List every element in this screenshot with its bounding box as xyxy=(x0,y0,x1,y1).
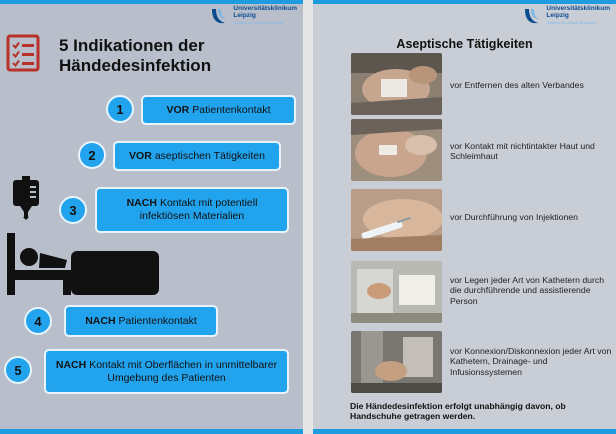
bottom-bar xyxy=(313,429,616,434)
iv-bag-icon xyxy=(11,176,41,220)
logo-mark-icon xyxy=(522,6,542,26)
title-line2: Händedesinfektion xyxy=(59,55,212,75)
indication-number-1: 1 xyxy=(106,95,134,123)
aseptic-task-3: vor Durchführung von Injektionen xyxy=(450,212,578,222)
indication-1-keyword: VOR xyxy=(166,103,190,116)
university-logo xyxy=(522,6,610,32)
aseptic-task-4: vor Legen jeder Art von Kathetern durch die durchführende und assistierende Person xyxy=(450,275,605,306)
logo-tagline: Medizin ist unsere Berufung. xyxy=(546,19,598,25)
indication-2-text: aseptischen Tätigkeiten xyxy=(154,149,265,162)
indication-number-2: 2 xyxy=(78,141,106,169)
indication-number-3: 3 xyxy=(59,196,87,224)
catheter-connection-photo xyxy=(351,331,442,393)
indication-2 xyxy=(113,141,281,171)
checklist-icon xyxy=(6,34,40,72)
indication-5 xyxy=(44,349,289,394)
top-bar xyxy=(313,0,616,4)
slide-title xyxy=(59,36,299,75)
indication-number-5: 5 xyxy=(4,356,32,384)
logo-mark-icon xyxy=(209,6,229,26)
title-line1: 5 Indikationen der xyxy=(59,36,205,55)
indication-2-keyword: VOR xyxy=(129,149,152,162)
catheter-placement-photo xyxy=(351,261,442,323)
slide-title: Aseptische Tätigkeiten xyxy=(396,37,533,51)
footnote: Die Händedesinfektion erfolgt unabhängig davon, ob Handschuhe getragen werden. xyxy=(350,401,566,421)
indication-1-text: Patientenkontakt xyxy=(192,103,271,116)
slide-indications xyxy=(0,0,303,434)
indication-number-4: 4 xyxy=(24,307,52,335)
logo-text-line2: Leipzig xyxy=(546,11,569,19)
slide-aseptic-tasks xyxy=(313,0,616,434)
indication-3-text: Kontakt mit potentiell infektiösen Materialien xyxy=(139,197,258,222)
bed-icon xyxy=(7,233,159,295)
aseptic-task-2: vor Kontakt mit nichtintakter Haut und Schleimhaut xyxy=(450,141,595,162)
indication-5-text: Kontakt mit Oberflächen in unmittelbarer Umgebung des Patienten xyxy=(89,358,278,384)
indication-3-keyword: NACH xyxy=(126,197,157,210)
indication-4-text: Patientenkontakt xyxy=(118,314,197,327)
university-logo xyxy=(209,6,297,32)
logo-tagline: Medizin ist unsere Berufung. xyxy=(233,19,285,25)
indication-5-keyword: NACH xyxy=(55,358,87,371)
dressing-removal-photo xyxy=(351,53,442,115)
injection-photo xyxy=(351,189,442,251)
skin-contact-photo xyxy=(351,119,442,181)
indication-4 xyxy=(64,305,218,337)
bottom-bar xyxy=(0,429,303,434)
logo-text-line1: Universitätsklinikum xyxy=(546,5,610,12)
aseptic-task-5: vor Konnexion/Diskonnexion jeder Art von Kathetern, Drainage- und Infusionssystemen xyxy=(450,346,612,377)
indication-4-keyword: NACH xyxy=(85,314,116,327)
logo-text-line2: Leipzig xyxy=(233,11,256,19)
top-bar xyxy=(0,0,303,4)
logo-text-line1: Universitätsklinikum xyxy=(233,5,297,12)
aseptic-task-1: vor Entfernen des alten Verbandes xyxy=(450,80,584,90)
indication-1 xyxy=(141,95,296,125)
indication-3 xyxy=(95,187,289,233)
